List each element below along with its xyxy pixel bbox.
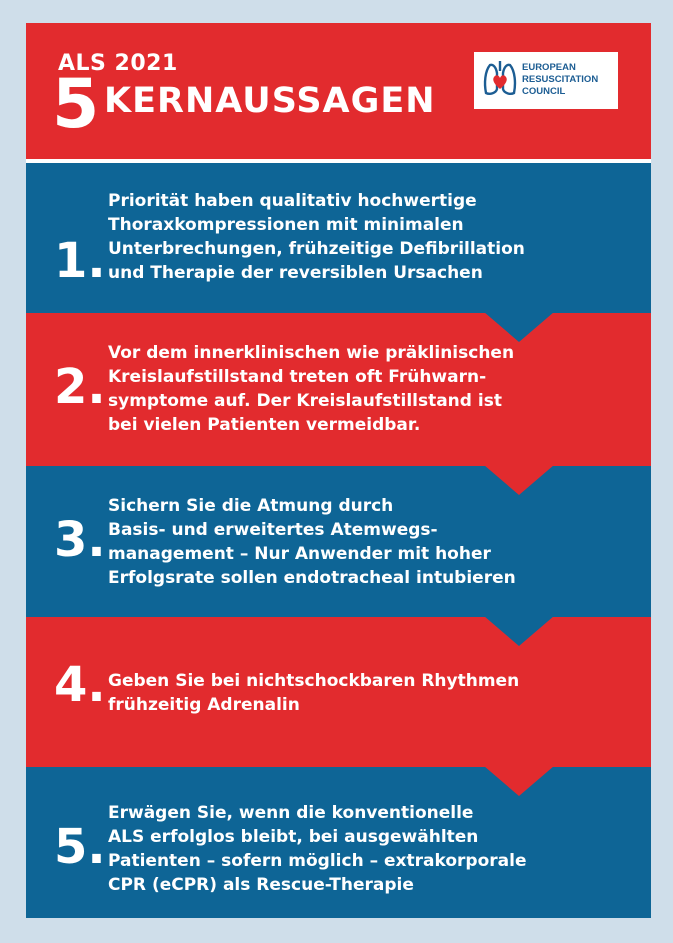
infographic-card (26, 23, 651, 918)
header-band (26, 23, 651, 159)
item-text (108, 341, 633, 437)
item-text (108, 801, 633, 897)
item-number: 5. (54, 819, 106, 875)
arrow-notch (484, 312, 554, 342)
erc-logo (474, 52, 618, 109)
item-line: frühzeitig Adrenalin (108, 695, 300, 715)
arrow-notch (484, 766, 554, 796)
key-message-2 (26, 313, 651, 466)
item-number: 1. (54, 233, 106, 289)
item-line: Unterbrechungen, frühzeitige Defibrillation (108, 239, 525, 259)
key-message-1 (26, 163, 651, 313)
item-line: Erwägen Sie, wenn die konventionelle (108, 803, 474, 823)
header-title: KERNAUSSAGEN (104, 81, 436, 121)
header-number: 5 (52, 65, 100, 144)
header-subtitle: ALS 2021 (58, 51, 178, 76)
item-line: Sichern Sie die Atmung durch (108, 496, 394, 516)
key-message-4 (26, 617, 651, 767)
item-line: Patienten – sofern möglich – extrakorporale (108, 851, 527, 871)
lungs-heart-icon (482, 59, 518, 101)
key-message-5 (26, 767, 651, 918)
item-number: 3. (54, 512, 106, 568)
item-line: management – Nur Anwender mit hoher (108, 544, 491, 564)
item-line: ALS erfolglos bleibt, bei ausgewählten (108, 827, 479, 847)
logo-text (522, 62, 598, 98)
item-line: Priorität haben qualitativ hochwertige (108, 191, 477, 211)
item-text (108, 494, 633, 590)
arrow-notch (484, 465, 554, 495)
key-message-3 (26, 466, 651, 617)
item-number: 2. (54, 359, 106, 415)
item-line: und Therapie der reversiblen Ursachen (108, 263, 483, 283)
logo-line-3: COUNCIL (522, 86, 566, 97)
item-line: Geben Sie bei nichtschockbaren Rhythmen (108, 671, 520, 691)
item-line: Thoraxkompressionen mit minimalen (108, 215, 464, 235)
item-text (108, 669, 633, 717)
item-line: CPR (eCPR) als Rescue-Therapie (108, 875, 414, 895)
item-text (108, 189, 633, 285)
item-line: Erfolgsrate sollen endotracheal intubieren (108, 568, 516, 588)
logo-line-2: RESUSCITATION (522, 74, 599, 85)
arrow-notch (484, 616, 554, 646)
item-line: Vor dem innerklinischen wie präklinischen (108, 343, 515, 363)
item-line: Kreislaufstillstand treten oft Frühwarn- (108, 367, 487, 387)
item-line: Basis- und erweitertes Atemwegs- (108, 520, 438, 540)
item-line: symptome auf. Der Kreislaufstillstand ist (108, 391, 502, 411)
logo-line-1: EUROPEAN (522, 62, 576, 73)
item-line: bei vielen Patienten vermeidbar. (108, 415, 421, 435)
item-number: 4. (54, 657, 106, 713)
